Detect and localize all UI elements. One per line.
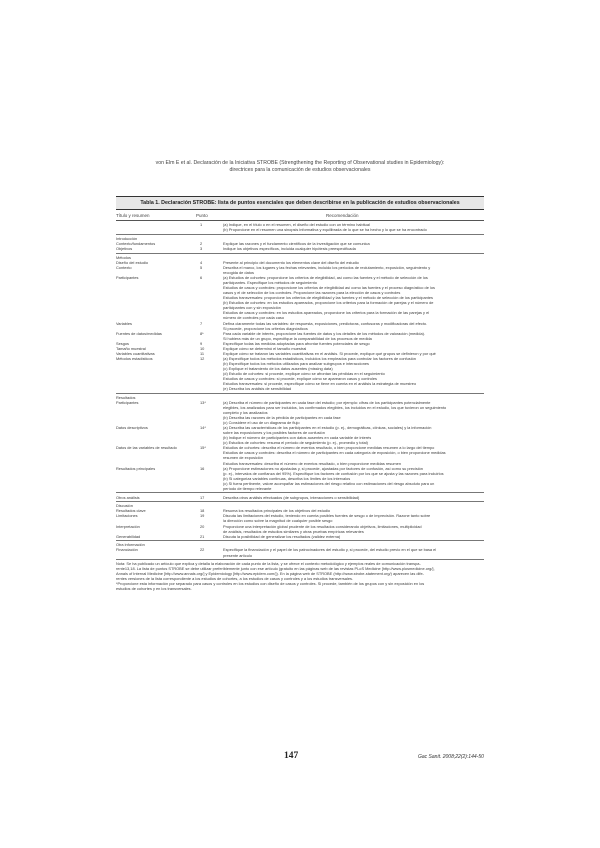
column-item: Punto — [196, 213, 208, 218]
recommendation-line: (b) Si categoriza variables continuas, describa los límites de los intervalos — [223, 475, 351, 481]
row-item-number: 18 — [200, 508, 205, 514]
recommendation-line: (a) Proporcione estimaciones no ajustadas y, si procede, ajustadas por factores de confusión, así como su precisión — [223, 465, 423, 471]
note-line: Annals of Internal Medicine [http://www.annals.org/] y Epidemiology [http://www.epidem.com/]). En la página web de STROBE (http://www.strobe-statement.org/) aparecen las dife- — [116, 571, 424, 577]
column-recommendation: Recomendación — [326, 213, 359, 218]
recommendation-line: resumen de exposición — [223, 455, 264, 461]
row-item-number: 17 — [200, 494, 205, 500]
table-group — [116, 221, 484, 235]
row-item-number: 9 — [200, 340, 203, 346]
recommendation-line: (a) Indique, en el título o en el resumen, el diseño del estudio con un término habitual — [223, 222, 370, 228]
row-section: Introducción — [116, 236, 138, 242]
row-recommendation — [223, 265, 483, 275]
table-row — [116, 445, 484, 465]
recommendation-line: Proporcione una interpretación global prudente de los resultados considerando objetivos, limitaciones, multiplicidad — [223, 523, 422, 529]
row-section: Datos de las variables de resultado — [116, 445, 177, 451]
row-item-number: 3 — [200, 246, 203, 252]
recommendation-line: Discuta las limitaciones del estudio, teniendo en cuenta posibles fuentes de sesgo o de imprecisión. Razone tanto sobre — [223, 513, 431, 519]
table-row — [116, 275, 484, 320]
recommendation-line: Para cada variable de interés, proporcione las fuentes de datos y los detalles de los métodos de valoración (medida). — [223, 330, 425, 336]
row-recommendation — [223, 513, 483, 523]
recommendation-line: (c) Considere el uso de un diagrama de flujo — [223, 420, 300, 426]
row-item-number: 22 — [200, 547, 205, 553]
recommendation-line: Especifique todas las medidas adoptadas para afrontar fuentes potenciales de sesgo — [223, 340, 370, 346]
row-item-number: 1 — [200, 222, 203, 228]
recommendation-line: presente artículo — [223, 552, 252, 558]
row-item-number: 8* — [200, 330, 204, 336]
table-row — [116, 321, 484, 331]
journal-citation: Gac Sanit. 2008;22(2):144-50 — [418, 754, 484, 760]
recommendation-line: sobre las exposiciones y los posibles factores de confusión — [223, 430, 325, 436]
recommendation-line: (p. ej., intervalos de confianza del 95%). Especifique los factores de confusión por los que se ajusta y las razones para incluirlos — [223, 470, 444, 476]
row-section: Fuentes de datos/medidas — [116, 330, 162, 336]
recommendation-line: Describa el marco, los lugares y las fechas relevantes, incluido los períodos de reclutamiento, exposición, seguimiento y — [223, 264, 431, 270]
column-section: Título y resumen — [116, 213, 150, 218]
row-item-number: 21 — [200, 533, 205, 539]
row-recommendation — [223, 356, 483, 391]
note-line: rente13,18. La lista de puntos STROBE se debe utilizar preferiblemente junto con ese artículo (gratuito en las páginas web de las revistas PLoS Medicine [http://www.plosmedicine.org/], — [116, 566, 435, 572]
table-column-header — [116, 210, 484, 221]
row-recommendation — [223, 275, 483, 320]
row-item-number: 5 — [200, 264, 203, 270]
header-line-2: directrices para la comunicación de estudios observacionales — [229, 167, 371, 173]
row-recommendation — [223, 321, 483, 331]
row-section: Variables — [116, 320, 132, 326]
recommendation-line: Si hubiera más de un grupo, especifique la comparabilidad de los procesos de medida — [223, 335, 372, 341]
recommendation-line: de análisis, resultados de estudios similares y otras pruebas empíricas relevantes — [223, 528, 364, 534]
row-section: Resultados principales — [116, 465, 156, 471]
recommendation-line: Indique los objetivos específicos, incluida cualquier hipótesis preespecificada — [223, 246, 356, 252]
recommendation-line: Estudios de casos y controles: en los estudios apareados, proporcione los criterios para la formación de las parejas y el — [223, 310, 430, 316]
recommendation-line: (a) Especifique todos los métodos estadísticos, incluidos los empleados para controlar los factores de confusión — [223, 355, 416, 361]
recommendation-line: Estudios de casos y controles: proporcione los criterios de elegibilidad así como las fuentes y el proceso diagnóstico de los — [223, 285, 435, 291]
row-section: Otros análisis — [116, 494, 140, 500]
table-group — [116, 493, 484, 502]
row-item-number: 14* — [200, 425, 206, 431]
recommendation-line: Discuta la posibilidad de generalizar los resultados (validez externa) — [223, 533, 341, 539]
row-section: Métodos — [116, 254, 131, 260]
table-row — [116, 222, 484, 232]
recommendation-line: Defina claramente todas las variables: de respuesta, exposiciones, predictoras, confusoras y modificadoras del efecto. — [223, 320, 428, 326]
row-section: Datos descriptivos — [116, 425, 148, 431]
page-number: 147 — [284, 751, 299, 761]
table-row — [116, 547, 484, 557]
recommendation-line: Estudios de casos y controles: describa el número de participantes en cada categoría de exposición, o bien proporcione medidas — [223, 450, 446, 456]
note-line: estudios de cohortes y en los transversales. — [116, 586, 192, 592]
row-recommendation — [223, 524, 483, 534]
row-item-number: 12 — [200, 355, 205, 361]
table-row — [116, 495, 484, 500]
row-section: Objetivos — [116, 246, 133, 252]
note-line: Nota: Se ha publicado un artículo que explica y detalla la elaboración de cada punto de la lista, y se ofrece el contexto metodológico y ejemplos reales de comunicación transpa- — [116, 561, 421, 566]
row-recommendation — [223, 400, 483, 425]
row-item-number: 7 — [200, 320, 203, 326]
recommendation-line: Explique cómo se determinó el tamaño muestral — [223, 345, 307, 351]
row-section: Diseño del estudio — [116, 259, 149, 265]
row-item-number: 16 — [200, 465, 205, 471]
recommendation-line: (b) Indique el número de participantes con datos ausentes en cada variable de interés — [223, 435, 372, 441]
table-group — [116, 235, 484, 254]
recommendation-line: (b) Especifique todos los métodos utilizados para analizar subgrupos e interacciones — [223, 360, 369, 366]
table-caption: Tabla 1. Declaración STROBE: lista de puntos esenciales que deben describirse en la publicación de estudios observacionales — [116, 196, 484, 210]
row-section: Discusión — [116, 503, 133, 509]
recommendation-line: Especifique la financiación y el papel de los patrocinadores del estudio y, si procede, del estudio previo en el que se basa el — [223, 547, 437, 553]
row-section: Métodos estadísticos — [116, 355, 153, 361]
recommendation-line: elegibles, los analizados para ser incluidos, los confirmados elegibles, los incluidos en el estudio, los que tuvieron un seguimiento — [223, 404, 447, 410]
row-recommendation — [223, 495, 483, 500]
row-item-number: 2 — [200, 241, 203, 247]
table-row — [116, 425, 484, 445]
table-row — [116, 466, 484, 491]
recommendation-line: (a) Describa el número de participantes en cada fase del estudio; por ejemplo: cifras de los participantes potencialmente — [223, 399, 431, 405]
row-section: Tamaño muestral — [116, 345, 146, 351]
row-recommendation — [223, 425, 483, 445]
recommendation-line: casos y el de selección de los controles. Proporcione las razones para la elección de casos y controles — [223, 290, 401, 296]
recommendation-line: Estudios transversales: describa el número de eventos resultado, o bien proporcione medidas resumen — [223, 460, 401, 466]
recommendation-line: período de tiempo relevante — [223, 485, 272, 491]
row-section: Financiación — [116, 547, 138, 553]
table-row — [116, 513, 484, 523]
table-row — [116, 331, 484, 341]
row-item-number: 4 — [200, 259, 203, 265]
recommendation-line: Estudios transversales: proporcione los criterios de elegibilidad y las fuentes y el método de selección de los participantes — [223, 295, 433, 301]
recommendation-line: participantes. Especifique los métodos de seguimiento — [223, 280, 317, 286]
recommendation-line: (d) Estudio de cohortes: si procede, explique cómo se afrontan las pérdidas en el seguimiento — [223, 370, 385, 376]
recommendation-line: (b) Describa las razones de la pérdida de participantes en cada fase — [223, 415, 341, 421]
row-section: Participantes — [116, 275, 139, 281]
table-row — [116, 524, 484, 534]
recommendation-line: Explique las razones y el fundamento científicos de la investigación que se comunica — [223, 241, 370, 247]
recommendation-line: Presente al principio del documento los elementos clave del diseño del estudio — [223, 259, 359, 265]
row-item-number: 11 — [200, 350, 205, 356]
note-line: *Proporcione esta información por separado para casos y controles en los estudios con diseño de casos y controles. Si procede, también de los grupos con y sin exposición en los — [116, 581, 425, 587]
row-item-number: 13* — [200, 399, 206, 405]
recommendation-line: (b) Proporcione en el resumen una sinopsis informativa y equilibrada de lo que se ha hecho y lo que se ha encontrado — [223, 227, 427, 233]
recommendation-line: Si procede, proporcione los criterios diagnósticos — [223, 325, 308, 331]
table-row — [116, 265, 484, 275]
recommendation-line: (c) Si fuera pertinente, valore acompañar las estimaciones del riesgo relativo con estimaciones del riesgo absoluto para un — [223, 480, 435, 486]
note-line: rentes versiones de la lista correspondiente a los estudios de cohortes, a los estudios de casos y controles y a los estudios transversales. — [116, 576, 354, 582]
recommendation-line: Estudios de cohortes: describa el número de eventos resultado, o bien proporcione medidas resumen a lo largo del tiempo — [223, 445, 435, 451]
row-recommendation — [223, 534, 483, 539]
row-section: Participantes — [116, 399, 139, 405]
table-row — [116, 246, 484, 251]
recommendation-line: (b) Estudios de cohortes: en los estudios apareados, proporcione los criterios para la formación de parejas y el número de — [223, 300, 434, 306]
recommendation-line: número de controles por cada caso — [223, 315, 284, 321]
recommendation-line: (c) Estudios de cohortes: resuma el período de seguimiento (p. ej., promedio y total) — [223, 440, 368, 446]
recommendation-line: la dirección como sobre la magnitud de cualquier posible sesgo — [223, 518, 333, 524]
row-recommendation — [223, 547, 483, 557]
recommendation-line: completo y los analizados — [223, 410, 268, 416]
row-section: Variables cuantitativas — [116, 350, 155, 356]
row-section: Contexto/fundamentos — [116, 241, 156, 247]
table-notes — [116, 561, 484, 592]
table-row — [116, 534, 484, 539]
row-item-number: 20 — [200, 523, 205, 529]
table-row — [116, 356, 484, 391]
recommendation-line: Estudios de casos y controles: si procede, explique cómo se aparearon casos y controles — [223, 376, 377, 382]
strobe-table — [116, 196, 484, 560]
table-body — [116, 221, 484, 560]
recommendation-line: participantes con y sin exposición — [223, 305, 281, 311]
row-item-number: 19 — [200, 513, 205, 519]
row-section: Resultados — [116, 394, 136, 400]
row-section: Resultados clave — [116, 508, 146, 514]
table-group — [116, 254, 484, 394]
row-item-number: 6 — [200, 275, 203, 281]
row-section: Contexto — [116, 264, 132, 270]
recommendation-line: (a) Estudios de cohortes: proporcione los criterios de elegibilidad, así como las fuentes y el método de selección de los — [223, 275, 428, 281]
recommendation-line: Estudios transversales: si procede, especifique cómo se tiene en cuenta en el análisis la estrategia de muestreo — [223, 381, 417, 387]
row-recommendation — [223, 466, 483, 491]
table-group — [116, 502, 484, 541]
table-group — [116, 394, 484, 494]
article-header — [100, 160, 500, 174]
row-section: Sesgos — [116, 340, 129, 346]
recommendation-line: (e) Describa los análisis de sensibilidad — [223, 386, 292, 392]
row-section: Generabilidad — [116, 533, 141, 539]
table-group — [116, 541, 484, 560]
recommendation-line: recogida de datos — [223, 270, 254, 276]
row-recommendation — [223, 331, 483, 341]
row-section: Otra información — [116, 542, 145, 548]
row-section: Interpretación — [116, 523, 140, 529]
row-item-number: 10 — [200, 345, 205, 351]
row-recommendation — [223, 222, 483, 232]
table-row — [116, 400, 484, 425]
header-line-1: von Elm E et al. Declaración de la Iniciativa STROBE (Strengthening the Reporting of Observational studies in Epidemiology): — [155, 160, 445, 166]
row-recommendation — [223, 246, 483, 251]
row-recommendation — [223, 445, 483, 465]
recommendation-line: Describa otros análisis efectuados (de subgrupos, interacciones o sensibilidad) — [223, 494, 360, 500]
recommendation-line: (c) Explique el tratamiento de los datos ausentes (missing data) — [223, 365, 333, 371]
recommendation-line: Explique cómo se trataron las variables cuantitativas en el análisis. Si procede, explique qué grupos se definieron y por qué — [223, 350, 436, 356]
recommendation-line: Resuma los resultados principales de los objetivos del estudio — [223, 508, 331, 514]
row-section: Limitaciones — [116, 513, 138, 519]
row-item-number: 15* — [200, 445, 206, 451]
recommendation-line: (a) Describa las características de los participantes en el estudio (p. ej., demográficas, clínicas, sociales) y la información — [223, 425, 432, 431]
